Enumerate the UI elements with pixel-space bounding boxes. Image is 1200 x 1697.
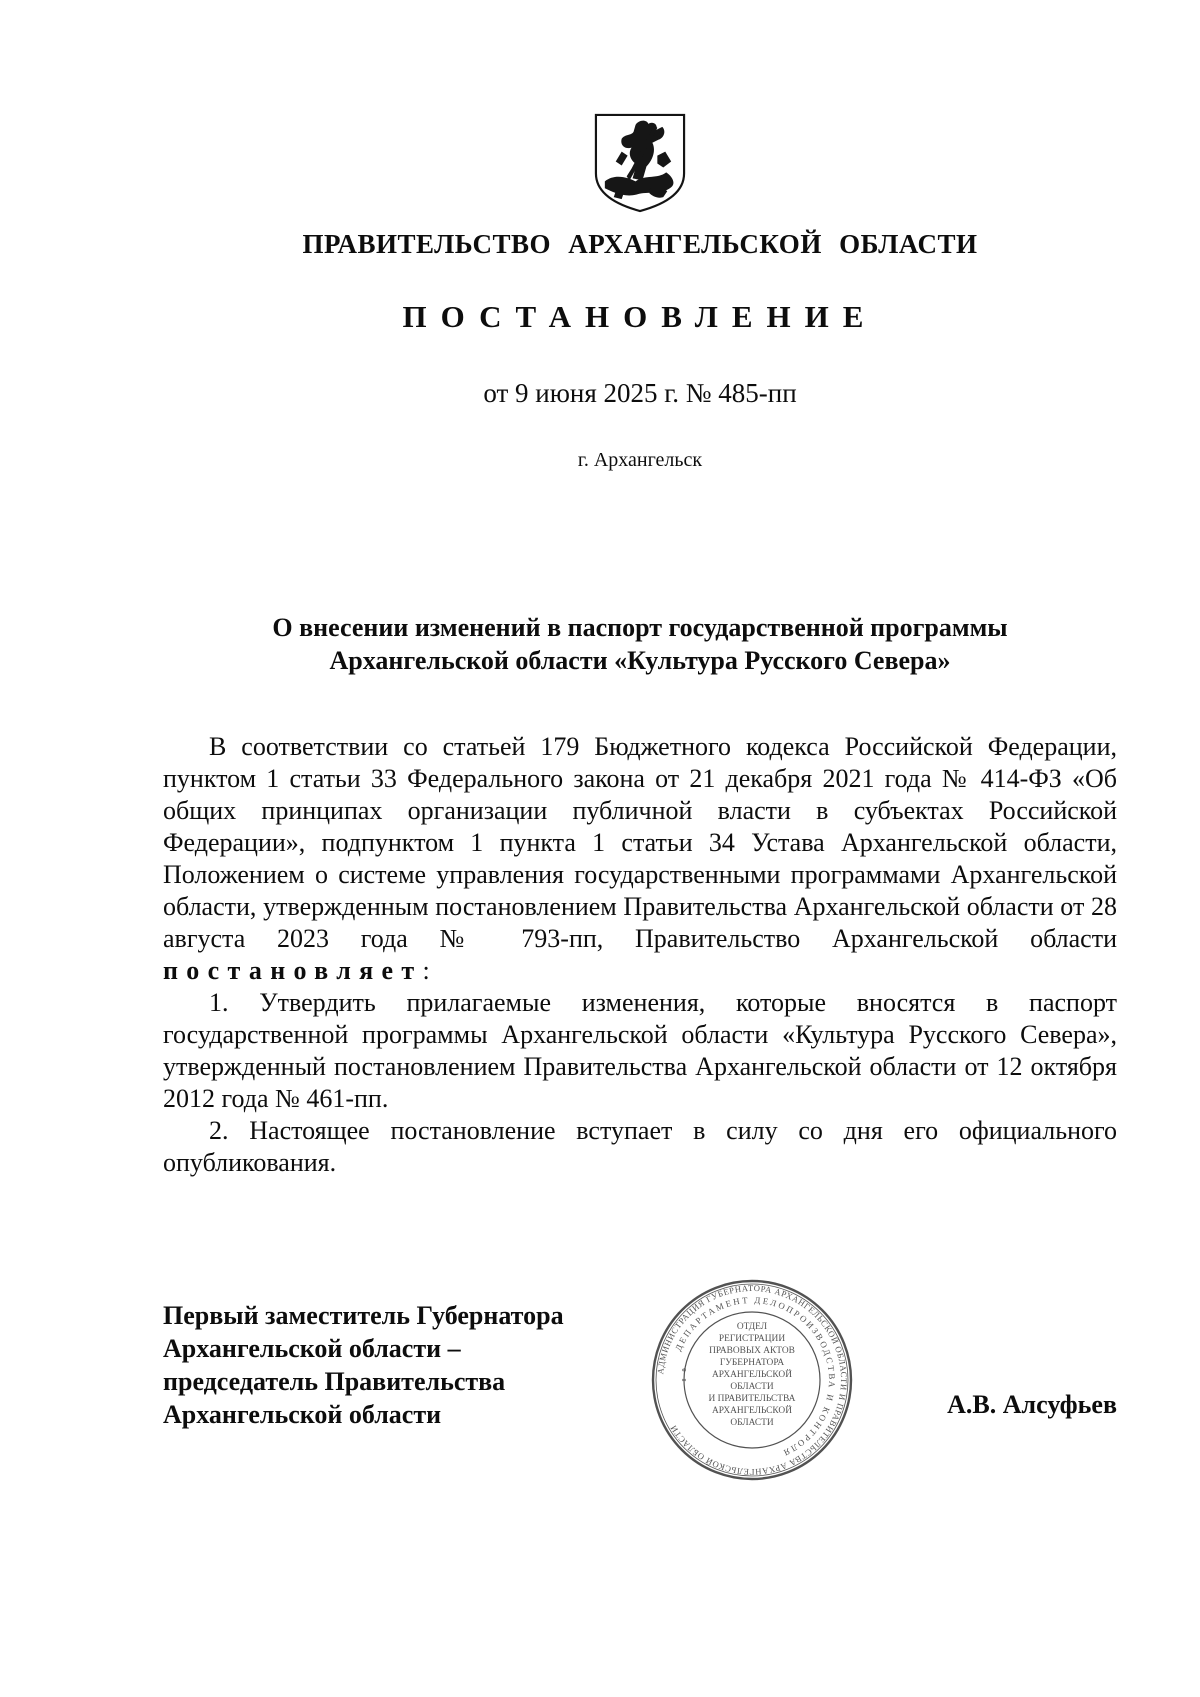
seal-star-marks: * — [681, 1377, 687, 1388]
seal-center-line: ОТДЕЛ — [736, 1322, 768, 1332]
coat-of-arms-icon — [592, 112, 689, 214]
document-type-heading: ПОСТАНОВЛЕНИЕ — [402, 299, 878, 334]
signature-position-line1: Первый заместитель Губернатора — [163, 1301, 564, 1330]
document-title-line1: О внесении изменений в паспорт государственной программы — [272, 613, 1008, 642]
paragraph-item-2: 2. Настоящее постановление вступает в силу со дня его официального опубликования. — [163, 1116, 1117, 1177]
seal-star-marks: * — [681, 1367, 687, 1378]
paragraph-preamble — [163, 731, 1117, 987]
document-title — [163, 611, 1117, 677]
government-name: ПРАВИТЕЛЬСТВО АРХАНГЕЛЬСКОЙ ОБЛАСТИ — [302, 229, 978, 259]
resolves-colon: : — [422, 956, 430, 985]
seal-center-line: АРХАНГЕЛЬСКОЙ — [712, 1370, 792, 1380]
document-title-line2: Архангельской области «Культура Русского Севера» — [329, 646, 951, 675]
signature-position-line3: председатель Правительства — [163, 1367, 506, 1396]
seal-center-line: РЕГИСТРАЦИИ — [718, 1334, 786, 1344]
seal-center-line: ГУБЕРНАТОРА — [719, 1358, 785, 1368]
signature-position-line2: Архангельской области – — [163, 1334, 461, 1363]
signature-position — [163, 1299, 564, 1431]
seal-outer-ring-text: АДМИНИСТРАЦИЯ ГУБЕРНАТОРА АРХАНГЕЛЬСКОЙ ОБЛАСТИ И ПРАВИТЕЛЬСТВА АРХАНГЕЛЬСКОЙ ОБЛАСТИ — [655, 1282, 850, 1478]
official-seal — [651, 1279, 853, 1481]
document-body — [163, 731, 1117, 1179]
signer-name: А.В. Алсуфьев — [947, 1390, 1117, 1419]
seal-center-line: ОБЛАСТИ — [730, 1418, 774, 1428]
seal-center-line: И ПРАВИТЕЛЬСТВА — [708, 1394, 796, 1404]
paragraph-item-1: 1. Утвердить прилагаемые изменения, которые вносятся в паспорт государственной программы Архангельской области «Культура Русского Севера», утвержденный постановлением Правительства Архангельской области от 12 октября 2012 года № 461-пп. — [163, 988, 1117, 1113]
city-name: г. Архангельск — [577, 449, 703, 471]
seal-center-line: ОБЛАСТИ — [730, 1382, 774, 1392]
seal-center-line: АРХАНГЕЛЬСКОЙ — [712, 1406, 792, 1416]
signature-position-line4: Архангельской области — [163, 1400, 442, 1429]
seal-center-line: ПРАВОВЫХ АКТОВ — [709, 1346, 795, 1356]
seal-inner-ring-text: ДЕПАРТАМЕНТ ДЕЛОПРОИЗВОДСТВА И КОНТРОЛЯ — [673, 1294, 838, 1459]
document-content — [163, 0, 1117, 1697]
date-and-number: от 9 июня 2025 г. № 485-пп — [483, 378, 797, 408]
preamble-text: В соответствии со статьей 179 Бюджетного кодекса Российской Федерации, пунктом 1 статьи 33 Федерального закона от 21 декабря 2021 года № 414-ФЗ «Об общих принципах организации публичной власти в субъектах Российской Федерации», подпунктом 1 пункта 1 статьи 34 Устава Архангельской области, Положением о системе управления государственными программами Архангельской области, утвержденным постановлением Правительства Архангельской области от 28 августа 2023 года № 793-пп, Правительство Архангельской области — [163, 732, 1117, 953]
resolves-keyword: постановляет — [163, 956, 423, 985]
